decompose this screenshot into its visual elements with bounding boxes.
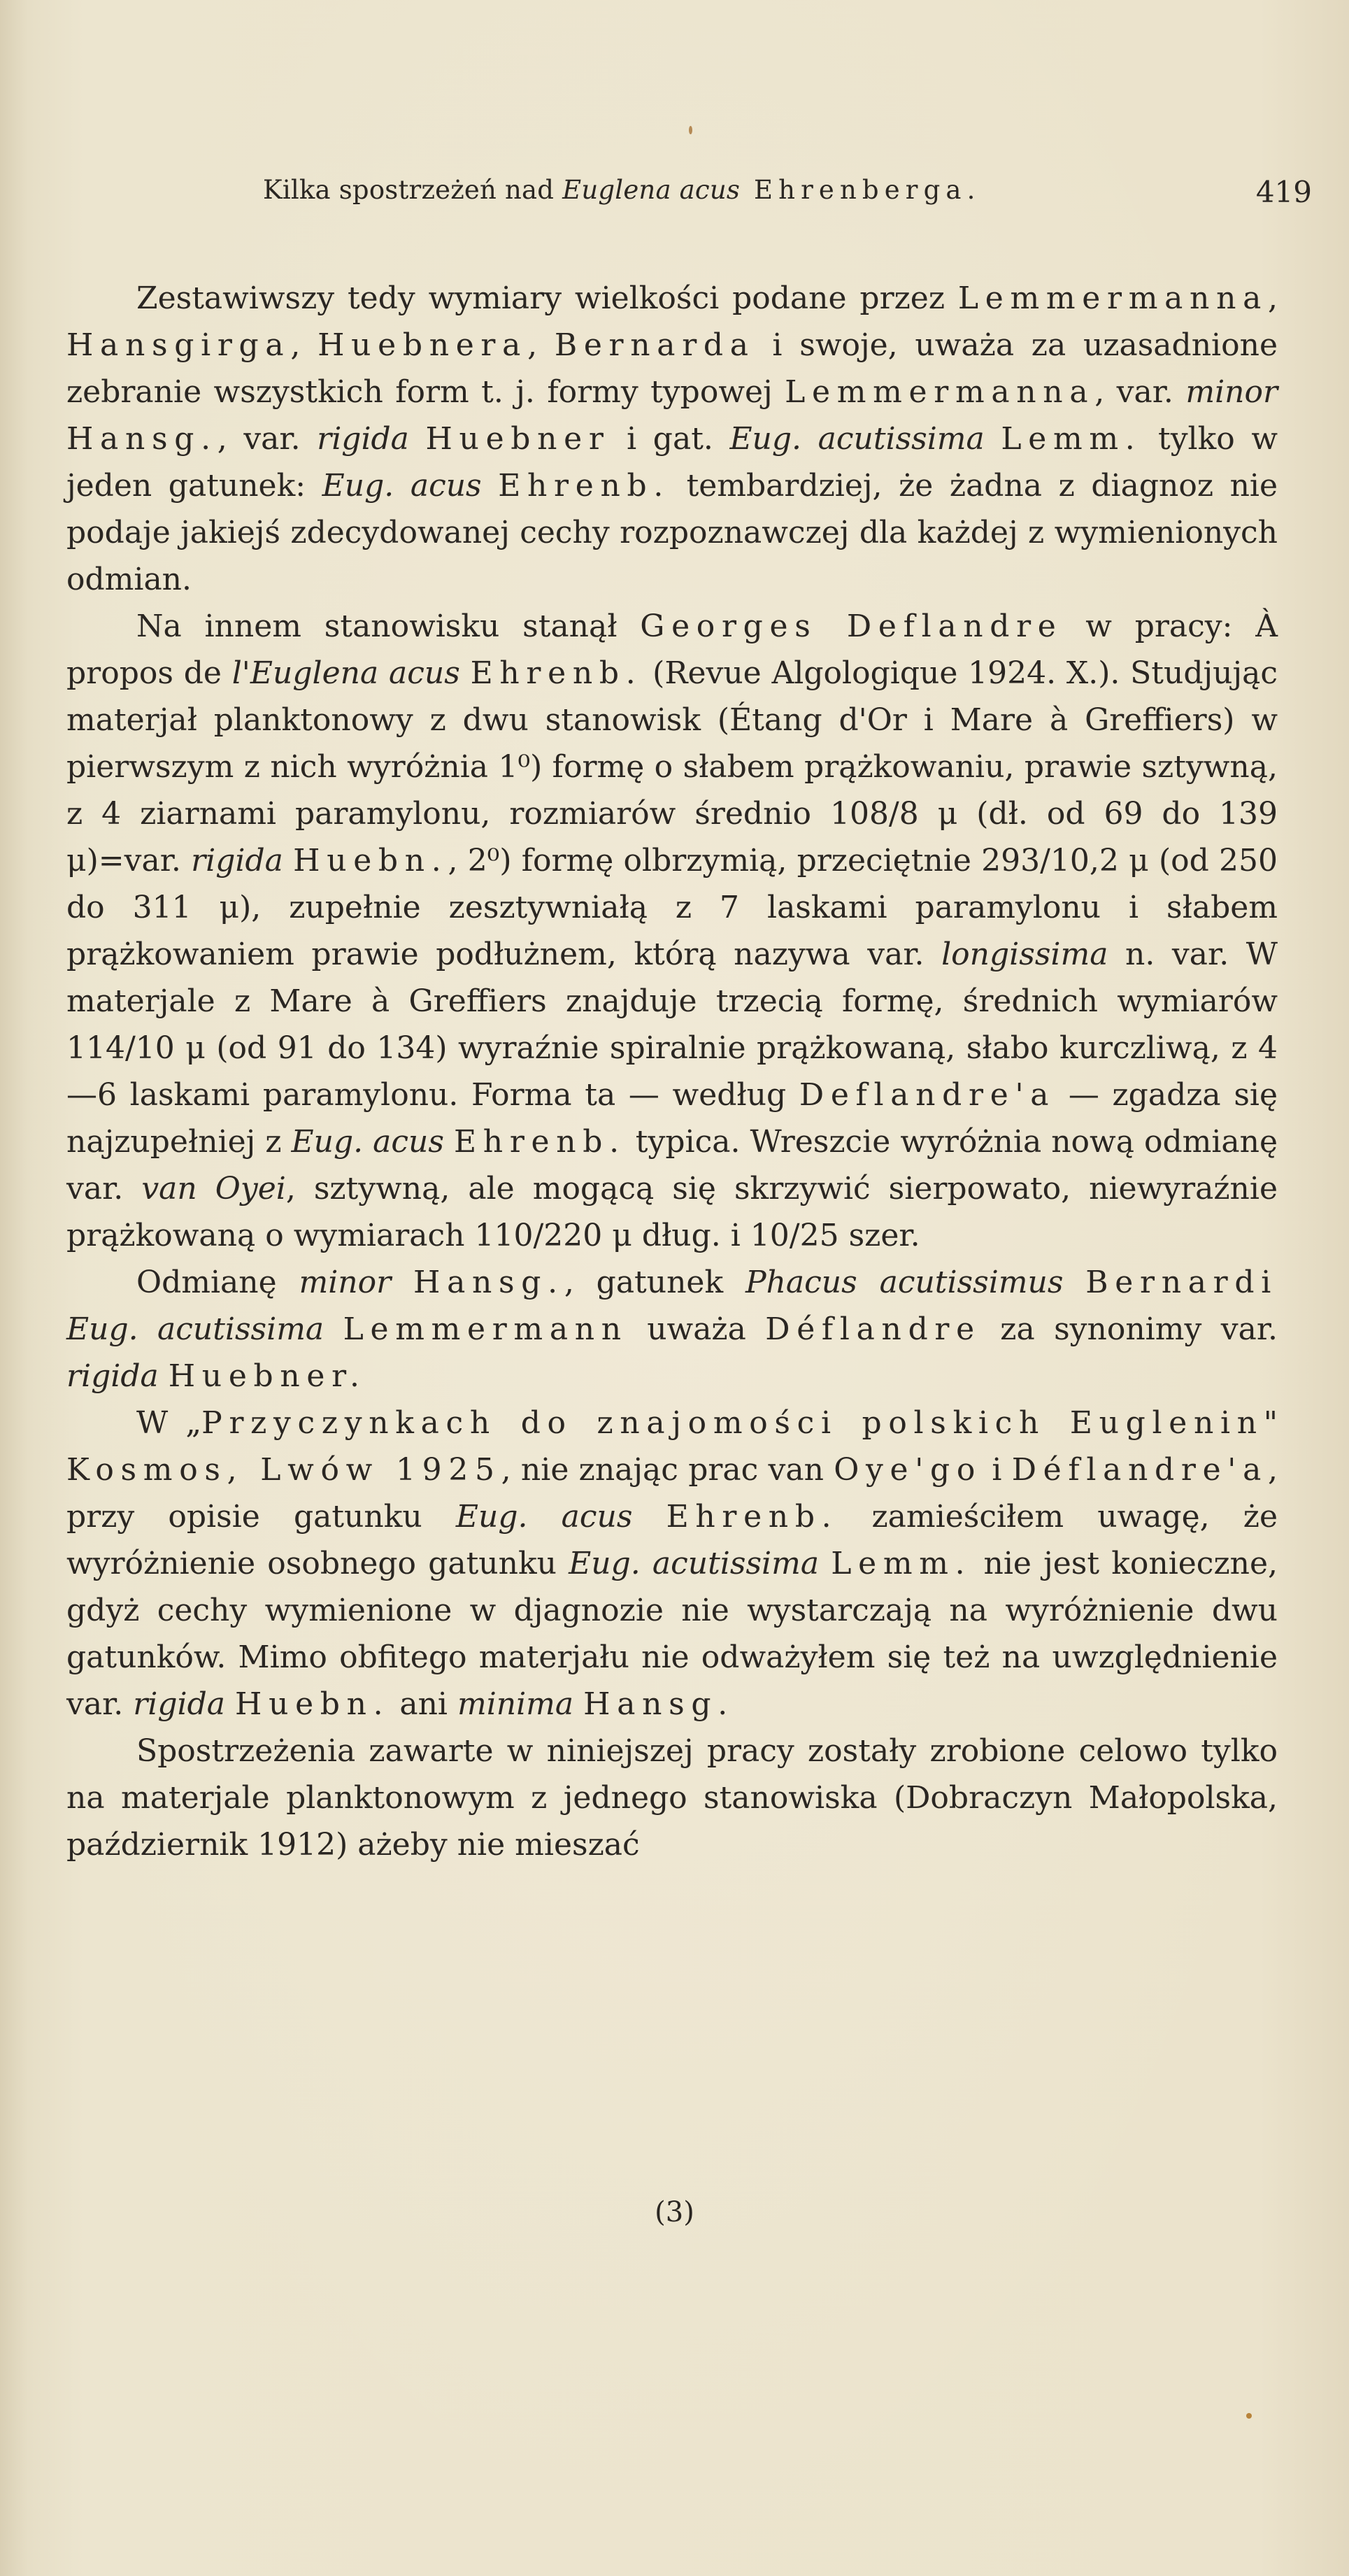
spaced-name: Przyczynkach do znajomości polskich Euglenin [201, 1405, 1264, 1441]
spaced-name: Ehrenb. [666, 1499, 838, 1535]
spaced-name: Hansgirga [66, 327, 291, 363]
italic-term: minor [1185, 374, 1278, 410]
spaced-name: Kosmos, Lwów 1925 [66, 1452, 501, 1488]
text-run: typica. Wreszcie wyróżnia nową odmianę var. [66, 1124, 1278, 1207]
text-run: (Revue Algologique 1924. X.). Studjując materjał planktonowy z dwu stanowisk (Étang d'Or i Mare à Greffiers) w pierwszym z nich wyróżnia 1⁰) formę o słabem prążkowaniu, prawie sztywną, z 4 ziarnami paramylonu, rozmiarów średnio 108/8 μ (dł. od 69 do 139 μ)=var. [66, 655, 1278, 878]
text-run: Na innem stanowisku stanął [136, 609, 641, 644]
text-run: — zgadza się najzupełniej z [66, 1077, 1278, 1160]
paper-speck [1246, 2413, 1252, 2419]
spaced-name: Déflandre [765, 1311, 981, 1347]
italic-term: van Oyei [141, 1171, 286, 1207]
spaced-name: Georges Deflandre [640, 609, 1063, 644]
text-run [985, 421, 1001, 457]
text-run: zamieściłem uwagę, że wyróżnienie osobnego gatunku [66, 1499, 1278, 1581]
italic-term: rigida [191, 843, 283, 878]
text-run [460, 655, 471, 691]
text-run [159, 1358, 169, 1394]
text-run: , nie znając prac van [501, 1452, 834, 1488]
italic-term: l'Euglena acus [231, 655, 460, 691]
spaced-name: Lemmermann [343, 1311, 628, 1347]
italic-term: Eug. acus [455, 1499, 633, 1535]
paragraph [66, 1728, 1278, 1868]
spaced-name: Huebner [425, 421, 611, 457]
text-run: Odmianę [136, 1265, 299, 1300]
text-run [1063, 1265, 1085, 1300]
spaced-name: Huebnera [317, 327, 528, 363]
spaced-name: Huebn. [235, 1686, 390, 1722]
text-run: , [1268, 280, 1278, 316]
text-run: tembardziej, że żadna z diagnoz nie podaje jakiejś zdecydowanej cechy rozpoznawczej dla każdej z wymienionych odmian. [66, 468, 1278, 597]
text-run: W „ [136, 1405, 202, 1441]
spaced-name: Ehrenb. [454, 1124, 626, 1160]
spaced-name: Bernarda [554, 327, 755, 363]
text-run: , sztywną, ale mogącą się skrzywić sierpowato, niewyraźnie prążkowaną o wymiarach 110/220 μ dług. i 10/25 szer. [66, 1171, 1278, 1253]
text-run: za synonimy var. [980, 1311, 1278, 1347]
text-run: i gat. [610, 421, 730, 457]
paragraph [66, 1259, 1278, 1400]
italic-term: Eug. acutissima [569, 1546, 820, 1581]
spaced-name: Lemmermanna [785, 374, 1095, 410]
text-run: , 2⁰) formę olbrzymią, przeciętnie 293/10,2 μ (od 250 do 311 μ), zupełnie zesztywniałą z 7 laskami paramylonu i słabem prążkowaniem prawie podłużnem, którą nazywa var. [66, 843, 1278, 972]
text-run: nie jest konieczne, gdyż cechy wymienione w djagnozie nie wystarczają na wyróżnienie dwu gatunków. Mimo obfitego materjału nie odważyłem się też na uwzględnienie var. [66, 1546, 1278, 1722]
page-number: 419 [1255, 175, 1312, 209]
italic-term: minima [457, 1686, 574, 1722]
text-run: i swoje, uważa za uzasadnione zebranie wszystkich form t. j. formy typowej [66, 327, 1278, 410]
paper-speck [689, 126, 692, 134]
text-run: ani [390, 1686, 457, 1722]
spaced-name: Huebner. [168, 1358, 366, 1394]
spaced-name: Déflandre'a [1011, 1452, 1268, 1488]
text-run: tylko w jeden gatunek: [66, 421, 1278, 504]
spaced-name: Huebn. [293, 843, 448, 878]
italic-term: Eug. acus [291, 1124, 444, 1160]
italic-term: Eug. acutissima [729, 421, 985, 457]
paragraph [66, 1400, 1278, 1728]
text-run [632, 1499, 666, 1535]
text-run: Zestawiwszy tedy wymiary wielkości podane przez [136, 280, 958, 316]
italic-term: longissima [941, 937, 1108, 972]
text-run: , gatunek [564, 1265, 745, 1300]
text-run: uważa [627, 1311, 766, 1347]
text-run [444, 1124, 454, 1160]
spaced-name: Lemmermanna [957, 280, 1268, 316]
page-header [263, 175, 1326, 217]
running-head-text: Kilka spostrzeżeń nad [263, 175, 563, 205]
italic-term: minor [299, 1265, 392, 1300]
spaced-name: Hansg. [413, 1265, 564, 1300]
text-run: w pracy: À propos de [66, 609, 1278, 691]
spaced-name: Lemm. [1001, 421, 1142, 457]
text-run: , [527, 327, 555, 363]
text-run [409, 421, 426, 457]
text-run: , var. [1094, 374, 1186, 410]
running-head [263, 175, 981, 205]
spaced-name: Bernardi [1085, 1265, 1278, 1300]
spaced-name: Deflandre'a [799, 1077, 1056, 1113]
spaced-name: Hansg. [583, 1686, 734, 1722]
paragraph [66, 275, 1278, 603]
italic-term: Eug. acus [322, 468, 482, 504]
italic-term: rigida [317, 421, 409, 457]
text-run: i [982, 1452, 1012, 1488]
text-run: , [290, 327, 318, 363]
text-run: , przy opisie gatunku [66, 1452, 1278, 1535]
spaced-name: Hansg. [66, 421, 217, 457]
spaced-name: Oye'go [834, 1452, 983, 1488]
text-run: " [1263, 1405, 1278, 1441]
italic-term: Eug. acutissima [66, 1311, 324, 1347]
text-run [324, 1311, 343, 1347]
text-run [225, 1686, 235, 1722]
text-run [819, 1546, 831, 1581]
running-head-species: Euglena acus [562, 175, 741, 205]
italic-term: rigida [133, 1686, 226, 1722]
text-run: Spostrzeżenia zawarte w niniejszej pracy zostały zrobione celowo tylko na materjale planktonowym z jednego stanowiska (Dobraczyn Małopolska, październik 1912) ażeby nie mieszać [66, 1733, 1278, 1863]
text-run: n. var. W materjale z Mare à Greffiers znajduje trzecią formę, średnich wymiarów 114/10 μ (od 91 do 134) wyraźnie spiralnie prążkowaną, słabo kurczliwą, z 4—6 laskami paramylonu. Forma ta — według [66, 937, 1278, 1113]
spaced-name: Lemm. [831, 1546, 972, 1581]
spaced-name: Ehrenb. [498, 468, 670, 504]
italic-term: Phacus acutissimus [745, 1265, 1064, 1300]
text-run [283, 843, 293, 878]
italic-term: rigida [66, 1358, 159, 1394]
text-run [573, 1686, 583, 1722]
body-text [66, 275, 1278, 1868]
signature-mark: (3) [655, 2196, 694, 2228]
paragraph [66, 603, 1278, 1259]
spaced-name: Ehrenb. [470, 655, 643, 691]
text-run: , var. [217, 421, 317, 457]
text-run [391, 1265, 413, 1300]
text-run [482, 468, 499, 504]
running-head-author: Ehrenberga. [740, 175, 981, 205]
